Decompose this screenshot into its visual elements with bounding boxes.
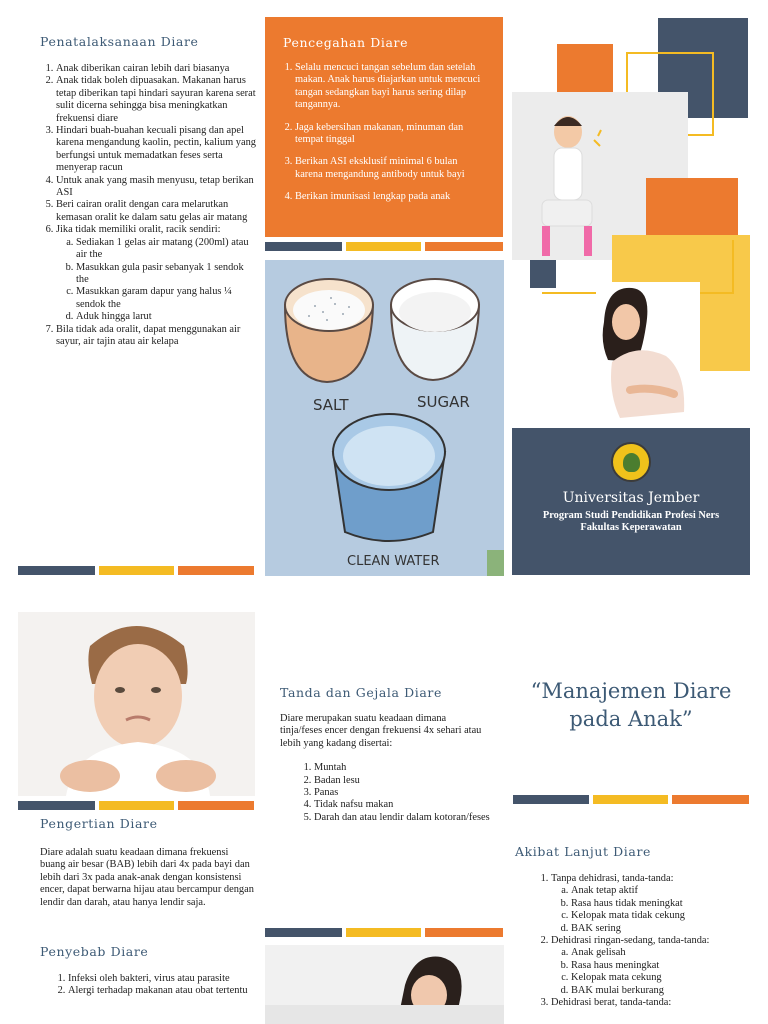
clean-water-label: CLEAN WATER [347, 554, 440, 569]
list-item: d. BAK mulai berkurang [571, 985, 750, 997]
pengertian-section [40, 816, 255, 909]
list-item: 2. Anak tidak boleh dipuasakan. Makanan harus tetap diberikan tapi hindari sayuran karena serat sulit dicerna sehingga bisa meningkatkan frekuensi diare [56, 75, 257, 125]
university-name: Universitas Jember [562, 490, 700, 506]
list-item [551, 935, 750, 997]
list-item: c. Masukkan garam dapur yang halus ¼ sendok the [76, 286, 257, 311]
pengertian-title: Pengertian Diare [40, 816, 158, 831]
sub-list [551, 885, 750, 935]
list-item: d. Aduk hingga larut [76, 311, 257, 323]
list-item [551, 997, 750, 1009]
list-item: a. Anak gelisah [571, 947, 750, 959]
university-block [512, 428, 750, 575]
list-item: b. Rasa haus meningkat [571, 960, 750, 972]
list-item: b. Rasa haus tidak meningkat [571, 898, 750, 910]
pengertian-text: Diare adalah suatu keadaan dimana frekuensi buang air besar (BAB) lebih dari 4x pada bayi dan lebih dari 3x pada anak-anak dengan konsistensi encer, dapat berwarna hijau atau bercampur dengan lendir dan darah, atau hanya lendir saja. [40, 847, 254, 908]
list-item: 7. Bila tidak ada oralit, dapat menggunakan air sayur, air tajin atau air kelapa [56, 324, 257, 349]
tanda-title: Tanda dan Gejala Diare [280, 685, 442, 700]
list-item [551, 873, 750, 935]
list-item: 1. Muntah [314, 762, 490, 774]
list-item-label: Dehidrasi ringan-sedang, tanda-tanda: [551, 935, 710, 947]
list-item: a. Sediakan 1 gelas air matang (200ml) atau air the [76, 237, 257, 262]
list-item-label: Dehidrasi berat, tanda-tanda: [551, 997, 672, 1009]
ors-ingredients-image [265, 260, 504, 576]
list-item: d. BAK sering [571, 923, 750, 935]
tanda-list [280, 762, 490, 824]
divider-stripes [265, 928, 503, 937]
sick-child-bed-photo [265, 945, 504, 1024]
sub-list [551, 947, 750, 997]
penatalaksanaan-section [22, 34, 257, 348]
pencegahan-title: Pencegahan Diare [283, 35, 409, 50]
list-item-label: Tanpa dehidrasi, tanda-tanda: [551, 873, 674, 884]
girl-stomachache-photo [596, 282, 700, 424]
sugar-label: SUGAR [417, 393, 470, 411]
cover-title: “Manajemen Diare pada Anak” [530, 679, 732, 731]
list-item: c. Kelopak mata tidak cekung [571, 910, 750, 922]
akibat-section [515, 844, 750, 1009]
list-item: 2. Jaga kebersihan makanan, minuman dan tempat tinggal [295, 122, 485, 147]
tanda-section [280, 685, 490, 824]
list-item: 4. Untuk anak yang masih menyusu, tetap berikan ASI [56, 175, 257, 200]
list-item: a. Anak tetap aktif [571, 885, 750, 897]
divider-stripes [18, 566, 254, 575]
list-item: 4. Berikan imunisasi lengkap pada anak [295, 191, 485, 203]
akibat-title: Akibat Lanjut Diare [515, 844, 652, 859]
list-item: 3. Panas [314, 787, 490, 799]
university-faculty: Fakultas Keperawatan [580, 522, 682, 533]
divider-stripes [18, 801, 254, 810]
pencegahan-list [283, 62, 491, 204]
penyebab-section [40, 944, 255, 998]
penyebab-list [40, 973, 255, 998]
list-item [56, 224, 257, 323]
oralit-recipe-list [56, 237, 257, 324]
university-program: Program Studi Pendidikan Profesi Ners [542, 510, 720, 521]
salt-label: SALT [313, 396, 349, 414]
penatalaksanaan-list [22, 63, 257, 348]
penatalaksanaan-title: Penatalaksanaan Diare [40, 34, 199, 49]
list-item: c. Kelopak mata cekung [571, 972, 750, 984]
logo-leaf-icon [623, 453, 640, 472]
list-item: 3. Hindari buah-buahan kecuali pisang dan apel karena mengandung kaolin, pectin, kalium yang berfungsi untuk memadatkan feses serta menyerap racun [56, 125, 257, 175]
boy-stomachache-photo [18, 612, 255, 796]
list-item: 1. Anak diberikan cairan lebih dari biasanya [56, 63, 257, 75]
list-item: 5. Darah dan atau lendir dalam kotoran/feses [314, 812, 490, 824]
penyebab-title: Penyebab Diare [40, 944, 149, 959]
pencegahan-section [265, 17, 503, 237]
university-logo [611, 442, 651, 482]
list-item: 2. Alergi terhadap makanan atau obat tertentu [68, 985, 255, 997]
list-item: 3. Berikan ASI eksklusif minimal 6 bulan karena mengandung antibody untuk bayi [295, 156, 485, 181]
divider-stripes [513, 795, 749, 804]
list-item: 4. Tidak nafsu makan [314, 799, 490, 811]
list-item-label: Jika tidak memiliki oralit, racik sendiri: [56, 224, 221, 236]
list-item: 5. Beri cairan oralit dengan cara melarutkan kemasan oralit ke dalam satu gelas air matang [56, 199, 257, 224]
list-item: 1. Selalu mencuci tangan sebelum dan setelah makan. Anak harus diajarkan untuk mencuci tangan sedangkan bayi harus sering dilap tangannya. [295, 62, 485, 112]
divider-stripes [265, 242, 503, 251]
akibat-list [515, 873, 750, 1009]
list-item: 1. Infeksi oleh bakteri, virus atau parasite [68, 973, 255, 985]
list-item: 2. Badan lesu [314, 775, 490, 787]
tanda-intro: Diare merupakan suatu keadaan dimana tinja/feses encer dengan frekuensi 4x sehari atau lebih yang kadang disertai: [280, 713, 482, 749]
ors-illustration [265, 260, 504, 576]
list-item: b. Masukkan gula pasir sebanyak 1 sendok the [76, 262, 257, 287]
